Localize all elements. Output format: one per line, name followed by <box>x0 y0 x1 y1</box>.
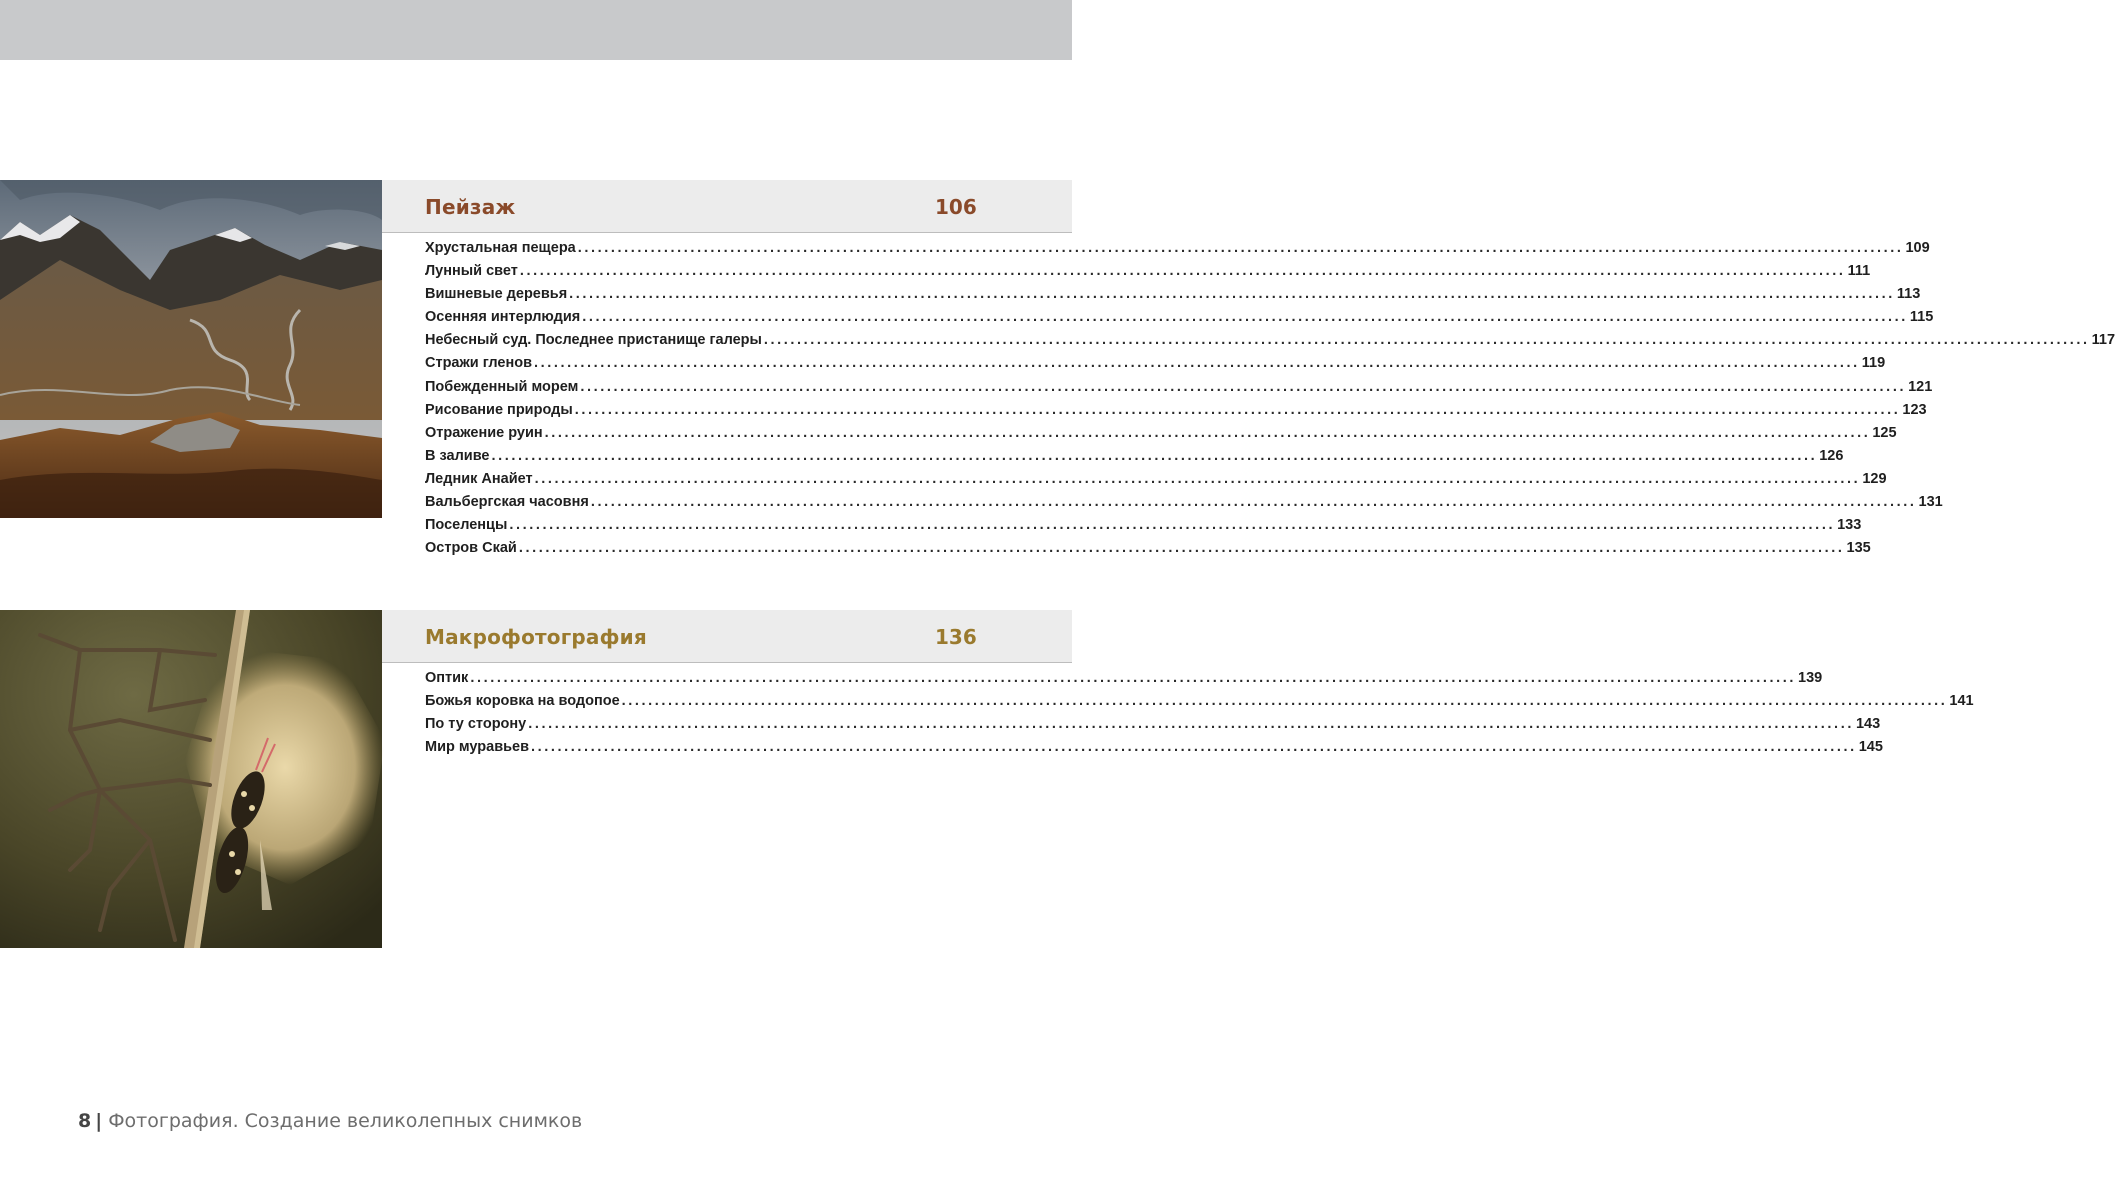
toc-dot-leader: ........................................................................................................................................................................................................ <box>544 424 1871 441</box>
footer-book-title: Фотография. Создание великолепных снимков <box>108 1110 583 1132</box>
toc-entry-page: 109 <box>1905 240 1930 256</box>
toc-list-macro <box>425 667 1974 759</box>
toc-dot-leader: ........................................................................................................................................................................................................ <box>574 401 1901 418</box>
top-gray-band <box>0 0 1072 60</box>
toc-entry-page: 133 <box>1837 517 1862 534</box>
toc-entry[interactable] <box>425 667 1823 690</box>
toc-entry[interactable] <box>425 736 1883 759</box>
toc-entry-page: 141 <box>1949 693 1974 710</box>
section-page-number: 136 <box>935 625 977 649</box>
toc-dot-leader: ........................................................................................................................................................................................................ <box>763 332 2090 349</box>
section-title: Макрофотография <box>425 625 647 649</box>
toc-entry-title: Хрустальная пещера <box>425 240 576 256</box>
toc-entry[interactable] <box>425 260 1871 283</box>
toc-entry[interactable] <box>425 283 1921 306</box>
toc-entry[interactable] <box>425 514 1862 537</box>
toc-entry-title: Побежденный морем <box>425 378 579 395</box>
toc-entry-title: Рисование природы <box>425 401 573 418</box>
toc-entry-title: Мир муравьев <box>425 739 530 756</box>
toc-entry-title: В заливе <box>425 447 490 464</box>
page-footer <box>78 1110 582 1132</box>
footer-separator: | <box>95 1110 103 1132</box>
macro-photo <box>0 610 382 948</box>
toc-dot-leader: ........................................................................................................................................................................................................ <box>577 240 1904 256</box>
section-header-landscape <box>382 180 1072 233</box>
toc-dot-leader: ........................................................................................................................................................................................................ <box>470 670 1797 686</box>
section-title: Пейзаж <box>425 195 516 219</box>
toc-entry[interactable] <box>425 491 1943 514</box>
toc-entry[interactable] <box>425 329 2115 352</box>
toc-dot-leader: ........................................................................................................................................................................................................ <box>491 447 1818 464</box>
toc-entry-title: Стражи гленов <box>425 355 533 372</box>
toc-dot-leader: ........................................................................................................................................................................................................ <box>582 309 1908 326</box>
toc-entry[interactable] <box>425 713 1881 736</box>
toc-entry-page: 126 <box>1819 447 1844 464</box>
toc-entry-page: 115 <box>1909 309 1934 326</box>
toc-entry-page: 125 <box>1872 424 1897 441</box>
toc-entry[interactable] <box>425 445 1844 468</box>
toc-entry-title: Божья коровка на водопое <box>425 693 620 710</box>
toc-entry-title: Небесный суд. Последнее пристанище галеры <box>425 332 762 349</box>
toc-entry-title: Ледник Анайет <box>425 470 533 487</box>
toc-entry-page: 111 <box>1847 263 1871 280</box>
toc-dot-leader: ........................................................................................................................................................................................................ <box>590 494 1917 511</box>
toc-dot-leader: ........................................................................................................................................................................................................ <box>519 263 1846 280</box>
toc-entry-page: 117 <box>2091 332 2115 349</box>
toc-dot-leader: ........................................................................................................................................................................................................ <box>621 693 1948 710</box>
toc-dot-leader: ........................................................................................................................................................................................................ <box>569 286 1895 303</box>
toc-entry-page: 139 <box>1798 670 1823 686</box>
toc-entry[interactable] <box>425 399 1927 422</box>
toc-entry[interactable] <box>425 352 1886 375</box>
toc-dot-leader: ........................................................................................................................................................................................................ <box>534 355 1860 372</box>
toc-entry-title: Оптик <box>425 670 469 686</box>
section-page-number: 106 <box>935 195 977 219</box>
toc-entry-page: 131 <box>1918 494 1943 511</box>
toc-entry[interactable] <box>425 306 1934 329</box>
toc-entry-page: 145 <box>1858 739 1883 756</box>
toc-entry-page: 135 <box>1846 540 1871 557</box>
toc-entry[interactable] <box>425 468 1887 491</box>
toc-entry-page: 143 <box>1855 716 1881 733</box>
toc-entry-title: По ту сторону <box>425 716 527 733</box>
toc-entry[interactable] <box>425 422 1897 445</box>
toc-entry-page: 123 <box>1902 401 1927 418</box>
toc-entry[interactable] <box>425 690 1974 713</box>
toc-entry-title: Отражение руин <box>425 424 543 441</box>
toc-entry[interactable] <box>425 376 1933 399</box>
toc-entry-page: 119 <box>1861 355 1886 372</box>
toc-entry[interactable] <box>425 237 1930 260</box>
toc-list-landscape <box>425 237 2115 560</box>
toc-entry-page: 121 <box>1908 378 1933 395</box>
toc-entry-title: Лунный свет <box>425 263 518 280</box>
toc-dot-leader: ........................................................................................................................................................................................................ <box>531 739 1857 756</box>
toc-entry-page: 129 <box>1862 470 1887 487</box>
toc-entry-page: 113 <box>1896 286 1921 303</box>
landscape-photo <box>0 180 382 518</box>
toc-entry[interactable] <box>425 537 1871 560</box>
toc-entry-title: Осенняя интерлюдия <box>425 309 581 326</box>
toc-dot-leader: ........................................................................................................................................................................................................ <box>509 517 1836 534</box>
toc-entry-title: Остров Скай <box>425 540 517 557</box>
toc-entry-title: Поселенцы <box>425 517 508 534</box>
toc-dot-leader: ........................................................................................................................................................................................................ <box>580 378 1907 395</box>
footer-page-number: 8 <box>78 1110 92 1132</box>
toc-entry-title: Вишневые деревья <box>425 286 568 303</box>
toc-dot-leader: ........................................................................................................................................................................................................ <box>534 470 1861 487</box>
toc-dot-leader: ........................................................................................................................................................................................................ <box>528 716 1854 733</box>
toc-entry-title: Вальбергская часовня <box>425 494 589 511</box>
section-header-macro <box>382 610 1072 663</box>
toc-dot-leader: ........................................................................................................................................................................................................ <box>518 540 1845 557</box>
